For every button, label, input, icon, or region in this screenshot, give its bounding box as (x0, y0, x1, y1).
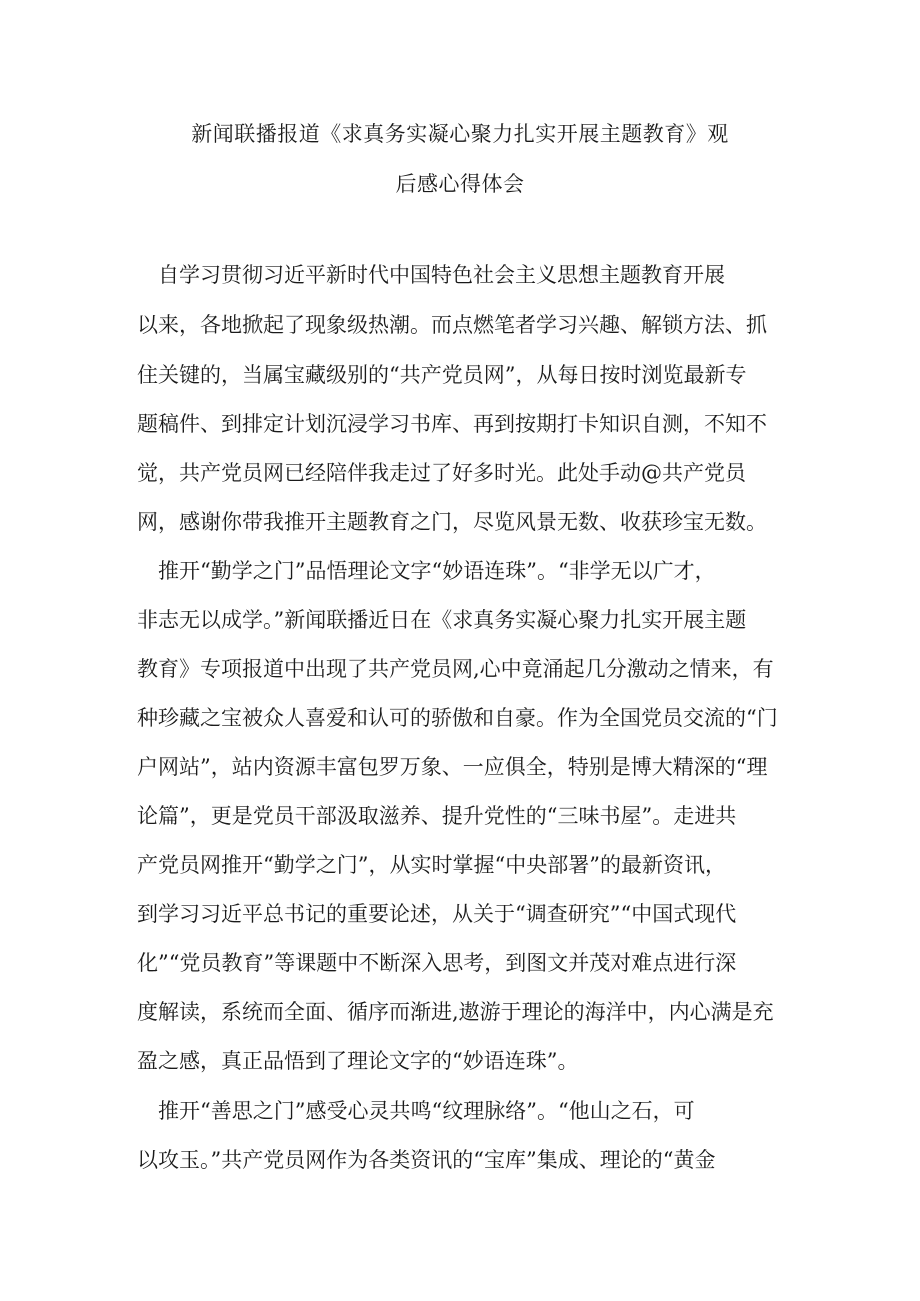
body-line: 产党员网推开“勤学之门”，从实时掌握“中央部署”的最新资讯， (137, 853, 726, 877)
body-line: 住关键的，当属宝藏级别的“共产党员网”，从每日按时浏览最新专 (137, 363, 747, 387)
body-line: 推开“善思之门”感受心灵共鸣“纹理脉络”。“他山之石，可 (137, 1099, 695, 1123)
body-line: 论篇”，更是党员干部汲取滋养、提升党性的“三味书屋”。走进共 (137, 804, 737, 828)
body-line: 到学习习近平总书记的重要论述，从关于“调查研究”“中国式现代 (137, 902, 737, 926)
body-line: 非志无以成学。”新闻联播近日在《求真务实凝心聚力扎实开展主题 (137, 608, 747, 632)
body-line: 自学习贯彻习近平新时代中国特色社会主义思想主题教育开展 (137, 263, 725, 287)
body-line: 推开“勤学之门”品悟理论文字“妙语连珠”。“非学无以广才， (137, 559, 716, 583)
body-line: 户网站”，站内资源丰富包罗万象、一应俱全，特别是博大精深的“理 (137, 755, 768, 779)
document-title-line-1: 新闻联播报道《求真务实凝心聚力扎实开展主题教育》观 (191, 122, 729, 146)
body-line: 度解读，系统而全面、循序而渐进,遨游于理论的海洋中，内心满是充 (137, 1000, 774, 1024)
body-line: 以来，各地掀起了现象级热潮。而点燃笔者学习兴趣、解锁方法、抓 (137, 313, 767, 337)
body-line: 网，感谢你带我推开主题教育之门，尽览风景无数、收获珍宝无数。 (137, 510, 767, 534)
body-line: 题稿件、到排定计划沉浸学习书库、再到按期打卡知识自测，不知不 (137, 412, 767, 436)
body-line: 教育》专项报道中出现了共产党员网,心中竟涌起几分激动之情来，有 (137, 657, 774, 681)
body-line: 化”“党员教育”等课题中不断深入思考，到图文并茂对难点进行深 (137, 951, 737, 975)
body-line: 种珍藏之宝被众人喜爱和认可的骄傲和自豪。作为全国党员交流的“门 (137, 706, 778, 730)
body-line: 以攻玉。”共产党员网作为各类资讯的“宝库”集成、理论的“黄金 (137, 1148, 716, 1172)
body-line: 觉，共产党员网已经陪伴我走过了好多时光。此处手动@共产党员 (137, 461, 746, 485)
body-line: 盈之感，真正品悟到了理论文字的“妙语连珠”。 (137, 1049, 579, 1073)
document-title-line-2: 后感心得体会 (395, 172, 525, 196)
